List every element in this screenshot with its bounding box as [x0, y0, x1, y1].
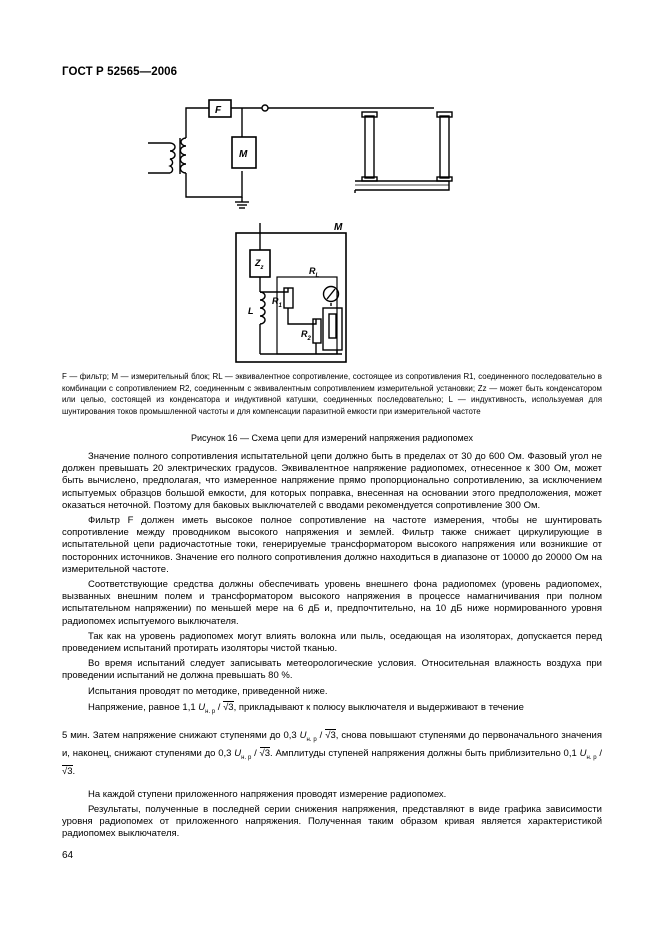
- label-rl-sub: L: [315, 273, 320, 279]
- transformer-primary-coil: [170, 143, 175, 173]
- bushing-left: [365, 116, 374, 178]
- label-r1-sub: 1: [278, 303, 282, 309]
- svg-text:R2: [301, 329, 312, 342]
- label-rl: R: [309, 266, 316, 276]
- page-number: 64: [62, 850, 74, 861]
- label-r1: R: [272, 296, 279, 306]
- label-m-block: M: [239, 149, 248, 160]
- figure-caption: Рисунок 16 — Схема цепи для измерений напряжения радиопомех: [191, 433, 473, 443]
- label-r2: R: [301, 329, 308, 339]
- paragraph-formula-2: 5 мин. Затем напряжение снижают ступенями до 0,3 $U_{н. р} / √3$, снова повышают ступенями до первоначального значения и, наконец, снижают ступенями до 0,3 $U_{н. р} / √3$. Амплитуды ступеней напряжения должны быть приблизительно 0,1 $U_{н. р} / √3$.: [62, 729, 603, 777]
- paragraph-formula-1: Напряжение, равное 1,1 $U_{н. р} / √3$, прикладывают к полюсу выключателя и выдерживают в течение: [88, 701, 524, 715]
- svg-text:Zz: [254, 258, 264, 271]
- label-r2-sub: 2: [307, 336, 311, 342]
- figure-legend: [62, 371, 602, 417]
- bushing-right: [440, 116, 449, 178]
- document-header: ГОСТ Р 52565—2006: [62, 66, 178, 78]
- paragraph-9: Результаты, полученные в последней серии снижения напряжения, представляют в виде графика зависимости уровня радиопомех от приложенного напряжения. Полученная таким образом кривая является характеристикой радиопомех выключателя.: [62, 803, 602, 840]
- transformer-secondary-coil: [180, 138, 186, 173]
- inductance-l: [260, 292, 265, 324]
- paragraph-1: Значение полного сопротивления испытательной цепи должно быть в пределах от 30 до 600 Ом. Фазовый угол не должен превышать 20 электрических градусов. Эквивалентное напряжение радиопомех, отнесенное к 300 Ом, может быть вычислено, предполагая, что измеренное напряжение прямо пропорционально сопротивлению, за исключением испытуемых образцов большой емкости, для которых поправка, внесенная на основании этого предположения, может оказаться неточной. Поэтому для баковых выключателей с вводами рекомендуется сопротивление 300 Ом.: [62, 451, 602, 511]
- label-m-box: M: [334, 222, 343, 233]
- paragraph-3: Соответствующие средства должны обеспечивать уровень внешнего фона радиопомех (уровень радиопомех, вызванных внешним полем и трансформатором высокого напряжения в процессе намагничивания при полном испытательном напряжении) по меньшей мере на 6 дБ и, предпочтительно, на 10 дБ ниже нормированного уровня радиопомех испытуемого выключателя.: [62, 579, 602, 627]
- paragraph-6: Испытания проводят по методике, приведенной ниже.: [88, 685, 328, 697]
- circuit-diagram: [62, 90, 602, 375]
- paragraph-2: Фильтр F должен иметь высокое полное сопротивление на частоте измерения, чтобы не шунтировать сопротивление между проводником высокого напряжения и землей. Фильтр также снижает циркулирующие в испытательной цепи радиочастотные токи, генерируемые трансформатором высокого напряжения или возникшие от посторонних источников. Значение его полного сопротивления должно находиться в диапазоне от 10000 до 20000 Ом на измерительной частоте.: [62, 515, 602, 575]
- label-zz-sub: z: [260, 265, 264, 271]
- paragraph-4: Так как на уровень радиопомех могут влиять волокна или пыль, оседающая на изоляторах, допускается перед проведением испытаний протирать изоляторы чистой тканью.: [62, 630, 602, 655]
- label-l: L: [248, 306, 254, 316]
- body-text: [62, 451, 602, 843]
- label-zz: Z: [255, 258, 261, 268]
- paragraph-5: Во время испытаний следует записывать метеорологические условия. Относительная влажность воздуха при проведении испытаний не должна превышать 80 %.: [62, 658, 602, 682]
- measuring-block-detail: [236, 233, 346, 362]
- legend-text: F — фильтр; M — измерительный блок; RL — эквивалентное сопротивление, состоящее из сопротивления R1, соединенного последовательно в комбинации с сопротивлением R2, соединенным с эквивалентным сопротивлением измерительной установки; Zz — может быть конденсатором или целью, состоящей из конденсатора и индуктивной катушки, соединенных последовательно; L — индуктивность, используемая для шунтирования токов промышленной частоты и для компенсации паразитной емкости при измерительной частоте: [62, 372, 602, 416]
- paragraph-8: На каждой ступени приложенного напряжения проводят измерение радиопомех.: [88, 788, 447, 800]
- label-f: F: [215, 105, 222, 116]
- resistor-r2: [313, 319, 321, 343]
